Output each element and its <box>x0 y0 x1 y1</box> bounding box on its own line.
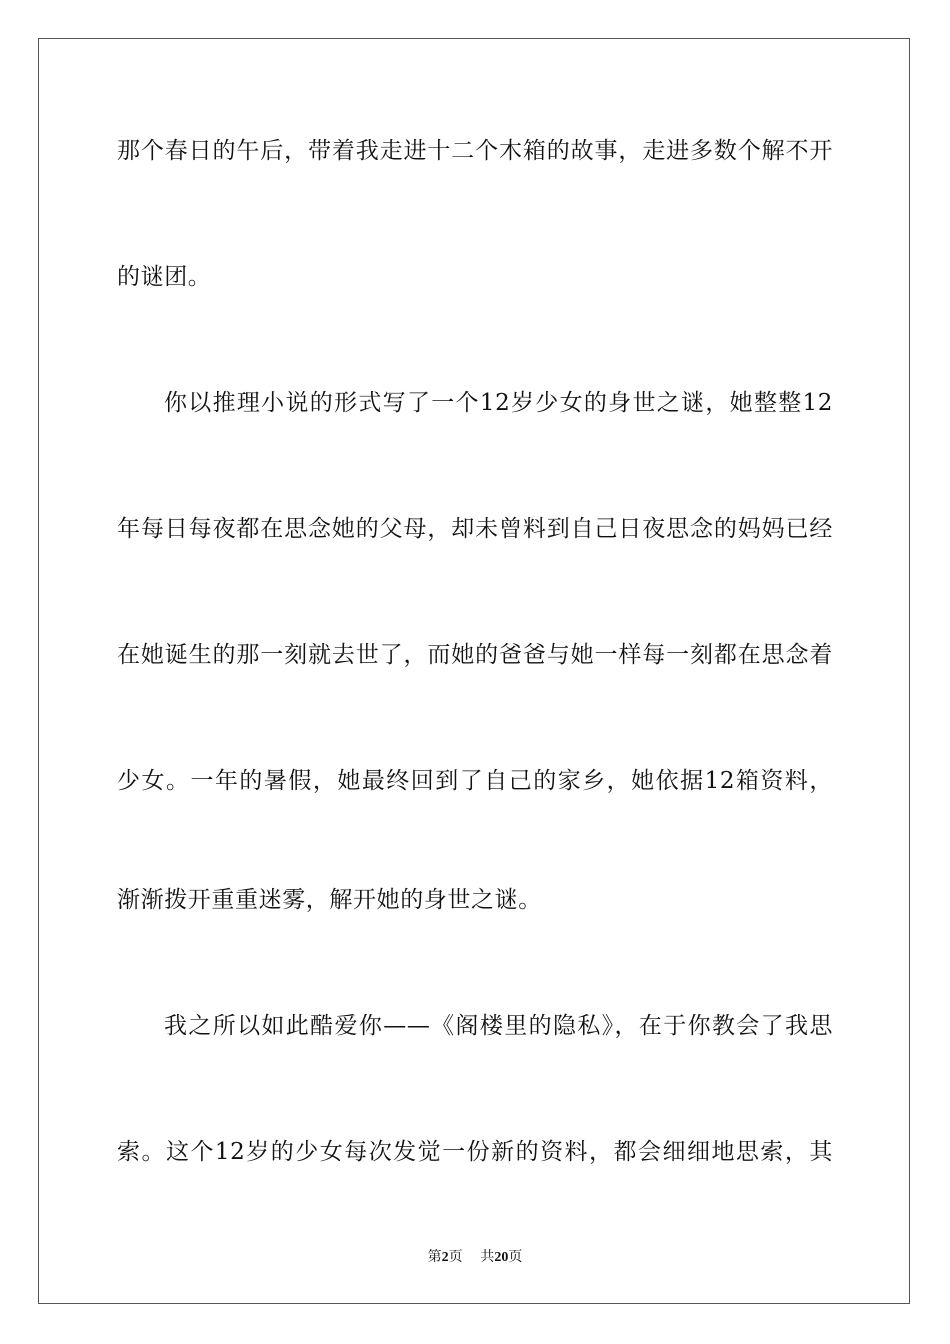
footer-total-suffix: 页 <box>508 1249 523 1265</box>
paragraph-line-3: 你以推理小说的形式写了一个12岁少女的身世之谜，她整整12 <box>164 390 833 416</box>
paragraph-line-7: 渐渐拨开重重迷雾，解开她的身世之谜。 <box>117 887 542 913</box>
paragraph-line-4: 年每日每夜都在思念她的父母，却未曾料到自己日夜思念的妈妈已经 <box>117 516 833 542</box>
paragraph-line-8: 我之所以如此酷爱你——《阁楼里的隐私》，在于你教会了我思 <box>164 1013 833 1039</box>
page-border <box>38 38 910 1304</box>
footer-page-suffix: 页 <box>448 1249 463 1265</box>
paragraph-line-5: 在她诞生的那一刻就去世了，而她的爸爸与她一样每一刻都在思念着 <box>117 642 833 668</box>
total-page-count: 20 <box>494 1250 509 1265</box>
page-footer <box>0 1248 950 1267</box>
footer-prefix: 第 <box>427 1249 442 1265</box>
footer-total-prefix: 共 <box>480 1249 495 1265</box>
current-page-number: 2 <box>441 1250 449 1265</box>
paragraph-line-9: 索。这个12岁的少女每次发觉一份新的资料，都会细细地思索，其 <box>117 1139 833 1165</box>
paragraph-line-2: 的谜团。 <box>117 264 212 290</box>
paragraph-line-6: 少女。一年的暑假，她最终回到了自己的家乡，她依据12箱资料， <box>117 768 833 794</box>
paragraph-line-1: 那个春日的午后，带着我走进十二个木箱的故事，走进多数个解不开 <box>117 138 833 164</box>
